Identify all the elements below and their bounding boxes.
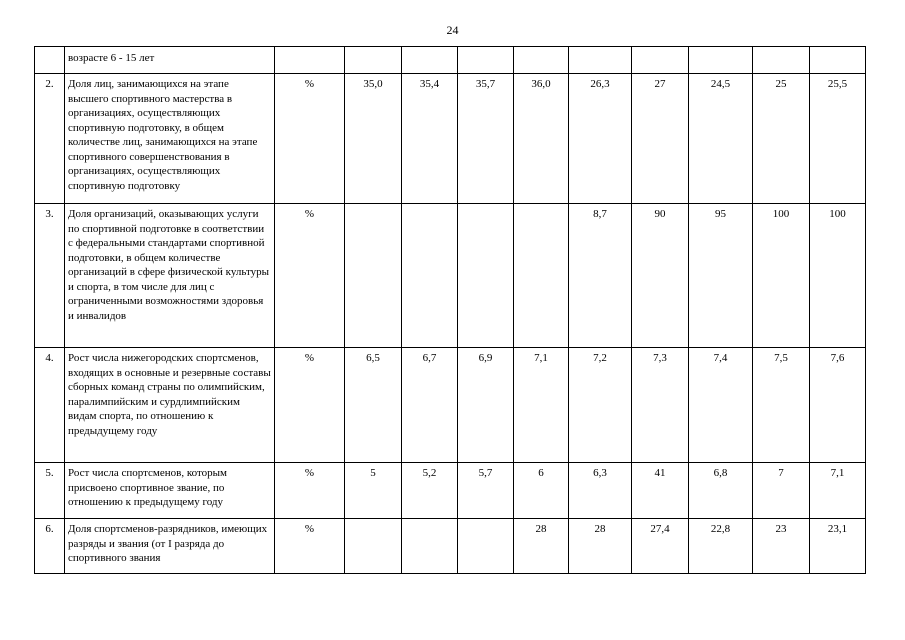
- indicator-name: Доля организаций, оказывающих услуги по спортивной подготовке в соответствии с федеральными стандартами спортивной подготовки, в общем количестве организаций в сфере физической культуры и спорта, в том числе для лиц с ограниченными возможностями здоровья и инвалидов: [65, 204, 275, 348]
- value-cell: 90: [632, 204, 689, 348]
- value-cell: 25,5: [810, 74, 866, 204]
- value-cell: 27,4: [632, 519, 689, 574]
- value-cell: 6,5: [345, 348, 402, 463]
- value-cell: [458, 47, 514, 74]
- value-cell: 7,3: [632, 348, 689, 463]
- value-cell: 100: [810, 204, 866, 348]
- value-cell: 5: [345, 463, 402, 519]
- value-cell: 28: [569, 519, 632, 574]
- indicators-table: [34, 46, 866, 574]
- table-row: [35, 74, 866, 204]
- row-number: [35, 47, 65, 74]
- value-cell: 24,5: [689, 74, 753, 204]
- value-cell: 35,7: [458, 74, 514, 204]
- value-cell: 26,3: [569, 74, 632, 204]
- value-cell: 6,3: [569, 463, 632, 519]
- value-cell: 6,9: [458, 348, 514, 463]
- row-number: 6.: [35, 519, 65, 574]
- value-cell: [402, 519, 458, 574]
- indicator-name: Рост числа нижегородских спортсменов, входящих в основные и резервные составы сборных команд страны по олимпийским, паралимпийским и сурдлимпийским видам спорта, по отношению к предыдущему году: [65, 348, 275, 463]
- unit-cell: [275, 47, 345, 74]
- value-cell: 7,4: [689, 348, 753, 463]
- value-cell: 5,7: [458, 463, 514, 519]
- indicator-name: возрасте 6 - 15 лет: [65, 47, 275, 74]
- value-cell: [810, 47, 866, 74]
- value-cell: 25: [753, 74, 810, 204]
- value-cell: 7,1: [514, 348, 569, 463]
- value-cell: 5,2: [402, 463, 458, 519]
- value-cell: 22,8: [689, 519, 753, 574]
- value-cell: 23: [753, 519, 810, 574]
- page-number: 24: [446, 23, 459, 37]
- value-cell: 95: [689, 204, 753, 348]
- value-cell: [632, 47, 689, 74]
- value-cell: [345, 204, 402, 348]
- value-cell: 28: [514, 519, 569, 574]
- value-cell: 7,6: [810, 348, 866, 463]
- value-cell: [689, 47, 753, 74]
- row-number: 2.: [35, 74, 65, 204]
- value-cell: [753, 47, 810, 74]
- value-cell: 7: [753, 463, 810, 519]
- value-cell: [345, 47, 402, 74]
- value-cell: [458, 519, 514, 574]
- unit-cell: %: [275, 204, 345, 348]
- value-cell: 23,1: [810, 519, 866, 574]
- indicator-name: Доля лиц, занимающихся на этапе высшего спортивного мастерства в организациях, осуществляющих спортивную подготовку, в общем количестве лиц, занимающихся на этапе спортивного совершенствования в организациях, осуществляющих спортивную подготовку: [65, 74, 275, 204]
- row-number: 3.: [35, 204, 65, 348]
- table-row: [35, 348, 866, 463]
- unit-cell: %: [275, 463, 345, 519]
- table-row: [35, 47, 866, 74]
- value-cell: 35,0: [345, 74, 402, 204]
- row-number: 5.: [35, 463, 65, 519]
- value-cell: [458, 204, 514, 348]
- value-cell: 36,0: [514, 74, 569, 204]
- table-row: [35, 519, 866, 574]
- indicator-name: Доля спортсменов-разрядников, имеющих разряды и звания (от I разряда до спортивного звания: [65, 519, 275, 574]
- indicator-name: Рост числа спортсменов, которым присвоено спортивное звание, по отношению к предыдущему году: [65, 463, 275, 519]
- value-cell: [514, 204, 569, 348]
- value-cell: 7,1: [810, 463, 866, 519]
- value-cell: [569, 47, 632, 74]
- value-cell: 100: [753, 204, 810, 348]
- value-cell: 41: [632, 463, 689, 519]
- value-cell: 27: [632, 74, 689, 204]
- value-cell: [514, 47, 569, 74]
- value-cell: [345, 519, 402, 574]
- value-cell: 35,4: [402, 74, 458, 204]
- value-cell: 8,7: [569, 204, 632, 348]
- value-cell: [402, 47, 458, 74]
- value-cell: [402, 204, 458, 348]
- value-cell: 6,7: [402, 348, 458, 463]
- value-cell: 7,5: [753, 348, 810, 463]
- table-row: [35, 463, 866, 519]
- table-row: [35, 204, 866, 348]
- unit-cell: %: [275, 74, 345, 204]
- value-cell: 6,8: [689, 463, 753, 519]
- row-number: 4.: [35, 348, 65, 463]
- unit-cell: %: [275, 519, 345, 574]
- value-cell: 6: [514, 463, 569, 519]
- unit-cell: %: [275, 348, 345, 463]
- value-cell: 7,2: [569, 348, 632, 463]
